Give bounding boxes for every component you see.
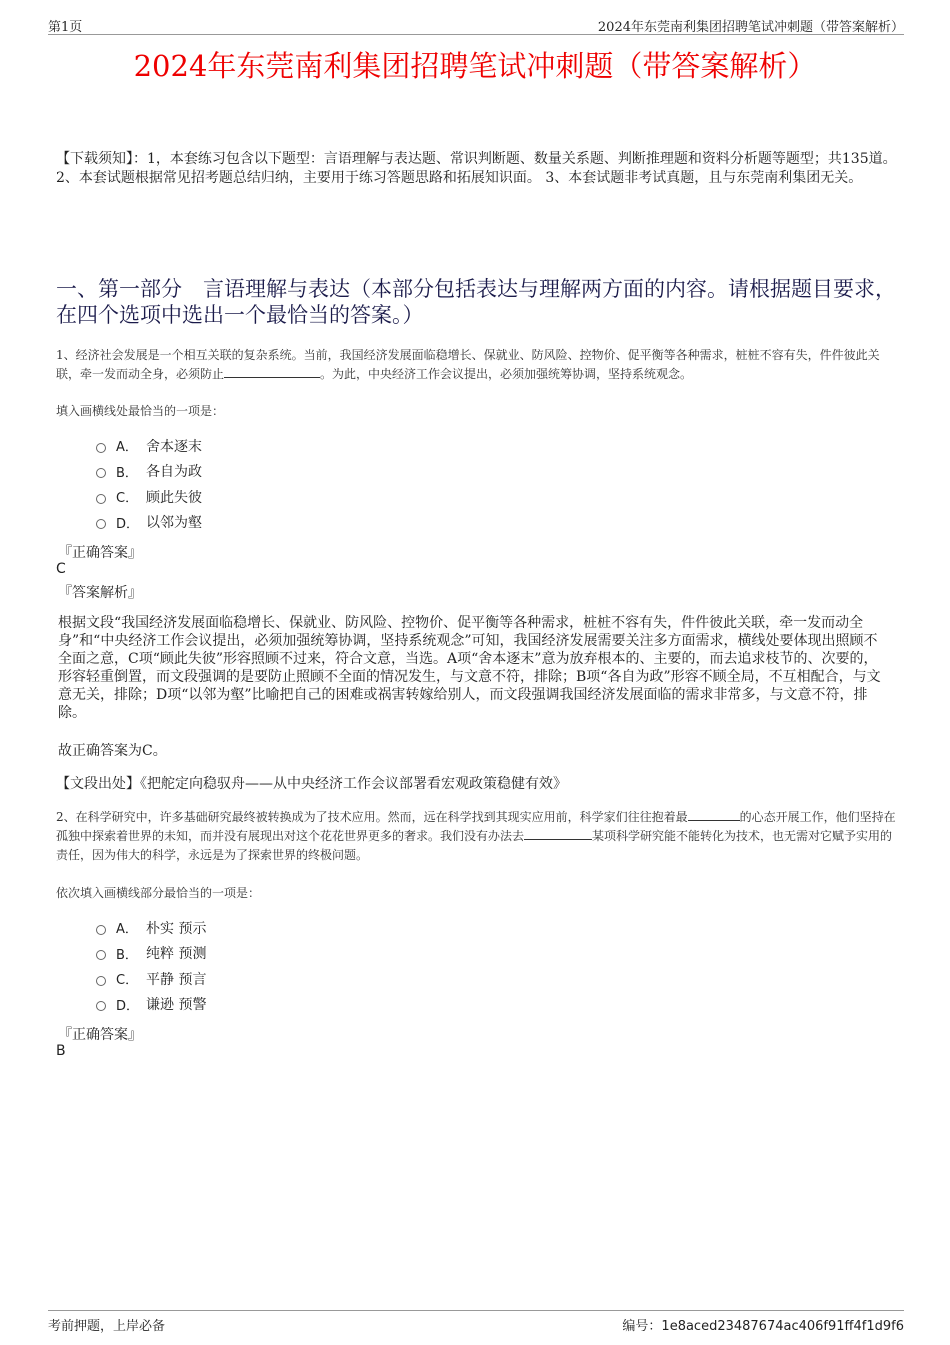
option-b[interactable]: B． 各自为政 [96,459,202,485]
page-title: 2024年东莞南利集团招聘笔试冲刺题（带答案解析） [133,49,817,83]
download-notice: 【下载须知】：1，本套练习包含以下题型：言语理解与表达题、常识判断题、数量关系题、判断推理题和资料分析题等题型；共135道。 2、本套试题根据常见招考题总结归纳，主要用于练习答题思路和拓展知识面。 3、本套试题非考试真题，且与东莞南利集团无关。 [56,151,897,186]
option-b[interactable]: B． 纯粹 预测 [96,941,206,967]
radio-icon[interactable] [96,976,106,986]
answer-label: 『正确答案』 [58,545,142,561]
radio-icon[interactable] [96,519,106,529]
radio-icon[interactable] [96,468,106,478]
option-c[interactable]: C． 顾此失彼 [96,484,202,510]
analysis-label: 『答案解析』 [58,585,142,601]
blank-line [688,808,740,821]
question-1-prompt: 填入画横线处最恰当的一项是： [56,404,225,418]
page-header [48,14,904,35]
question-2-options [96,915,206,1017]
question-1-options [96,433,202,535]
header-doc-title: 2024年东莞南利集团招聘笔试冲刺题（带答案解析） [597,20,904,35]
footer-code: 编号：1e8aced23487674ac406f91ff4f1d9f6 [622,1319,904,1334]
blank-line [224,365,320,378]
option-d[interactable]: D． 以邻为壑 [96,510,202,536]
radio-icon[interactable] [96,494,106,504]
footer-slogan: 考前押题，上岸必备 [48,1319,166,1334]
answer-value: B [56,1043,66,1059]
option-a[interactable]: A． 朴实 预示 [96,915,206,941]
question-2-prompt: 依次填入画横线部分最恰当的一项是： [56,886,261,900]
radio-icon[interactable] [96,950,106,960]
answer-label: 『正确答案』 [58,1027,142,1043]
blank-line [524,827,592,840]
answer-value: C [56,561,66,577]
question-1-text: 1、经济社会发展是一个相互关联的复杂系统。当前，我国经济发展面临稳增长、保就业、防风险、控物价、促平衡等各种需求，桩桩不容有失，件件彼此关联，牵一发而动全身，必须防止 。为此，中央经济工作会议提出，必须加强统筹协调，坚持系统观念。 [56,348,880,381]
analysis-text: 根据文段“我国经济发展面临稳增长、保就业、防风险、控物价、促平衡等各种需求，桩桩不容有失，件件彼此关联，牵一发而动全身”和“中央经济工作会议提出，必须加强统筹协调，坚持系统观念”可知，我国经济发展需要关注多方面需求，横线处要体现出照顾不全面之意，C项“顾此失彼”形容照顾不过来，符合文意，当选。A项“舍本逐末”意为放弃根本的、主要的，而去追求枝节的、次要的，形容轻重倒置，而文段强调的是要防止照顾不全面的情况发生，与文意不符，排除；B项“各自为政”形容不顾全局，不互相配合，与文意无关，排除；D项“以邻为壑”比喻把自己的困难或祸害转嫁给别人，而文段强调我国经济发展面临的需求非常多，与文意不符，排除。 [58,615,881,721]
question-2-text: 2、在科学研究中，许多基础研究最终被转换成为了技术应用。然而，远在科学找到其现实应用前，科学家们往往抱着最 的心态开展工作，他们坚持在孤独中探索着世界的未知，而并没有展现出对这个花花世界更多的奢求。我们没有办法去 某项科学研究能不能转化为技术，也无需对它赋予实用的责任，因为伟大的科学，永远是为了探索世界的终极问题。 [56,810,896,862]
passage-source: 【文段出处】《把舵定向稳驭舟——从中央经济工作会议部署看宏观政策稳健有效》 [56,776,567,792]
section-heading: 一、第一部分 言语理解与表达（本部分包括表达与理解两方面的内容。请根据题目要求，在四个选项中选出一个最恰当的答案。） [56,277,896,327]
radio-icon[interactable] [96,443,106,453]
option-a[interactable]: A． 舍本逐末 [96,433,202,459]
option-d[interactable]: D． 谦逊 预警 [96,992,206,1018]
page-footer [48,1310,904,1334]
conclusion: 故正确答案为C。 [58,743,167,759]
radio-icon[interactable] [96,1001,106,1011]
radio-icon[interactable] [96,925,106,935]
page-number: 第1页 [48,20,83,35]
option-c[interactable]: C． 平静 预言 [96,966,206,992]
